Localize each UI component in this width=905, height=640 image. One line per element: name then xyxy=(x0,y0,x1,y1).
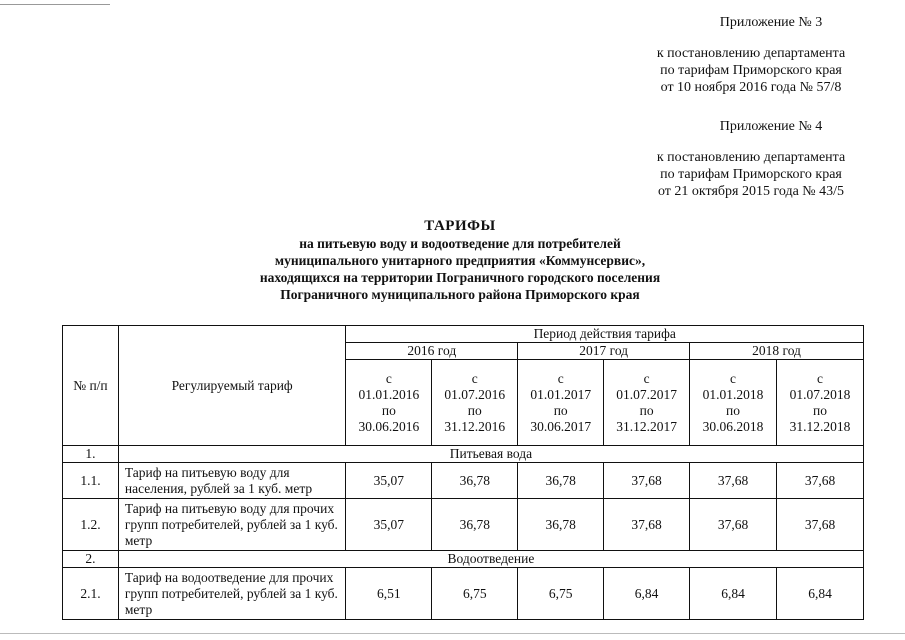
section-title: Питьевая вода xyxy=(118,446,863,463)
tariff-value: 37,68 xyxy=(777,463,864,499)
row-tariff-name: Тариф на водоотведение для прочих групп потребителей, рублей за 1 куб. метр xyxy=(118,568,346,620)
tariff-value: 36,78 xyxy=(432,499,518,551)
tariff-value: 36,78 xyxy=(518,499,604,551)
heading-line: Пограничного муниципального района Приморского края xyxy=(280,287,640,302)
period-to-prefix: по xyxy=(639,402,654,418)
section-number: 1. xyxy=(63,446,119,463)
appendix-3-line: от 10 ноября 2016 года № 57/8 xyxy=(660,80,842,95)
tariff-value: 6,51 xyxy=(346,568,432,620)
header-period-cell xyxy=(432,360,518,446)
tariff-value: 37,68 xyxy=(777,499,864,551)
row-number: 1.2. xyxy=(63,499,119,551)
section-title: Водоотведение xyxy=(118,551,863,568)
period-from-prefix: с xyxy=(643,370,650,386)
period-to-prefix: по xyxy=(553,402,568,418)
appendix-3-title: Приложение № 3 xyxy=(719,15,823,30)
tariff-value: 6,75 xyxy=(432,568,518,620)
period-from: 01.01.2016 xyxy=(358,386,420,402)
tariff-value: 35,07 xyxy=(346,463,432,499)
header-period-cell xyxy=(346,360,432,446)
appendix-3-line: по тарифам Приморского края xyxy=(660,63,842,78)
period-to: 31.12.2016 xyxy=(444,418,506,434)
period-to-prefix: по xyxy=(813,402,827,418)
scan-border-bottom xyxy=(0,633,905,634)
period-to-prefix: по xyxy=(381,402,396,418)
tariff-value: 6,84 xyxy=(604,568,690,620)
tariff-table xyxy=(62,325,864,620)
period-to: 30.06.2017 xyxy=(530,418,592,434)
appendix-3-line: к постановлению департамента xyxy=(656,46,846,61)
period-from-prefix: с xyxy=(557,370,564,386)
period-from: 01.07.2016 xyxy=(444,386,506,402)
tariff-value: 37,68 xyxy=(604,499,690,551)
period-from: 01.07.2017 xyxy=(616,386,677,402)
appendix-4-line: от 21 октября 2015 года № 43/5 xyxy=(657,184,845,199)
period-to: 30.06.2018 xyxy=(702,418,764,434)
header-period: Период действия тарифа xyxy=(346,326,864,343)
header-year: 2017 год xyxy=(518,343,690,360)
period-from-prefix: с xyxy=(471,370,478,386)
period-to: 30.06.2016 xyxy=(358,418,420,434)
appendix-4-line: по тарифам Приморского края xyxy=(660,167,842,182)
header-year: 2018 год xyxy=(690,343,864,360)
header-period-cell xyxy=(777,360,864,446)
header-year: 2016 год xyxy=(346,343,518,360)
heading-line: муниципального унитарного предприятия «Коммунсервис», xyxy=(274,253,646,268)
header-period-cell xyxy=(604,360,690,446)
row-tariff-name: Тариф на питьевую воду для населения, рублей за 1 куб. метр xyxy=(118,463,346,499)
period-to-prefix: по xyxy=(726,402,741,418)
period-from: 01.07.2018 xyxy=(789,386,851,402)
heading-line: на питьевую воду и водоотведение для потребителей xyxy=(299,236,621,251)
header-period-cell xyxy=(690,360,777,446)
period-to: 31.12.2018 xyxy=(789,418,851,434)
tariff-value: 37,68 xyxy=(690,499,777,551)
period-from-prefix: с xyxy=(817,370,823,386)
section-number: 2. xyxy=(63,551,119,568)
appendix-4-block xyxy=(636,118,866,200)
row-tariff-name: Тариф на питьевую воду для прочих групп потребителей, рублей за 1 куб. метр xyxy=(118,499,346,551)
header-tariff: Регулируемый тариф xyxy=(118,326,346,446)
heading-line: находящихся на территории Пограничного городского поселения xyxy=(259,270,661,285)
appendix-4-title: Приложение № 4 xyxy=(719,119,823,134)
header-period-cell xyxy=(518,360,604,446)
period-from-prefix: с xyxy=(385,370,392,386)
tariff-value: 36,78 xyxy=(432,463,518,499)
tariff-value: 6,84 xyxy=(690,568,777,620)
tariff-value: 37,68 xyxy=(690,463,777,499)
period-from: 01.01.2017 xyxy=(530,386,592,402)
period-from-prefix: с xyxy=(730,370,737,386)
tariff-value: 6,75 xyxy=(518,568,604,620)
period-from: 01.01.2018 xyxy=(702,386,764,402)
tariff-value: 37,68 xyxy=(604,463,690,499)
tariff-value: 36,78 xyxy=(518,463,604,499)
tariff-value: 6,84 xyxy=(777,568,864,620)
tariff-value: 35,07 xyxy=(346,499,432,551)
appendix-3-block xyxy=(636,14,866,96)
period-to-prefix: по xyxy=(467,402,482,418)
period-to: 31.12.2017 xyxy=(616,418,677,434)
scan-border-top xyxy=(0,4,110,5)
row-number: 2.1. xyxy=(63,568,119,620)
document-title: ТАРИФЫ xyxy=(424,218,496,234)
row-number: 1.1. xyxy=(63,463,119,499)
header-num: № п/п xyxy=(63,326,119,446)
appendix-4-line: к постановлению департамента xyxy=(656,150,846,165)
document-heading xyxy=(150,218,770,303)
